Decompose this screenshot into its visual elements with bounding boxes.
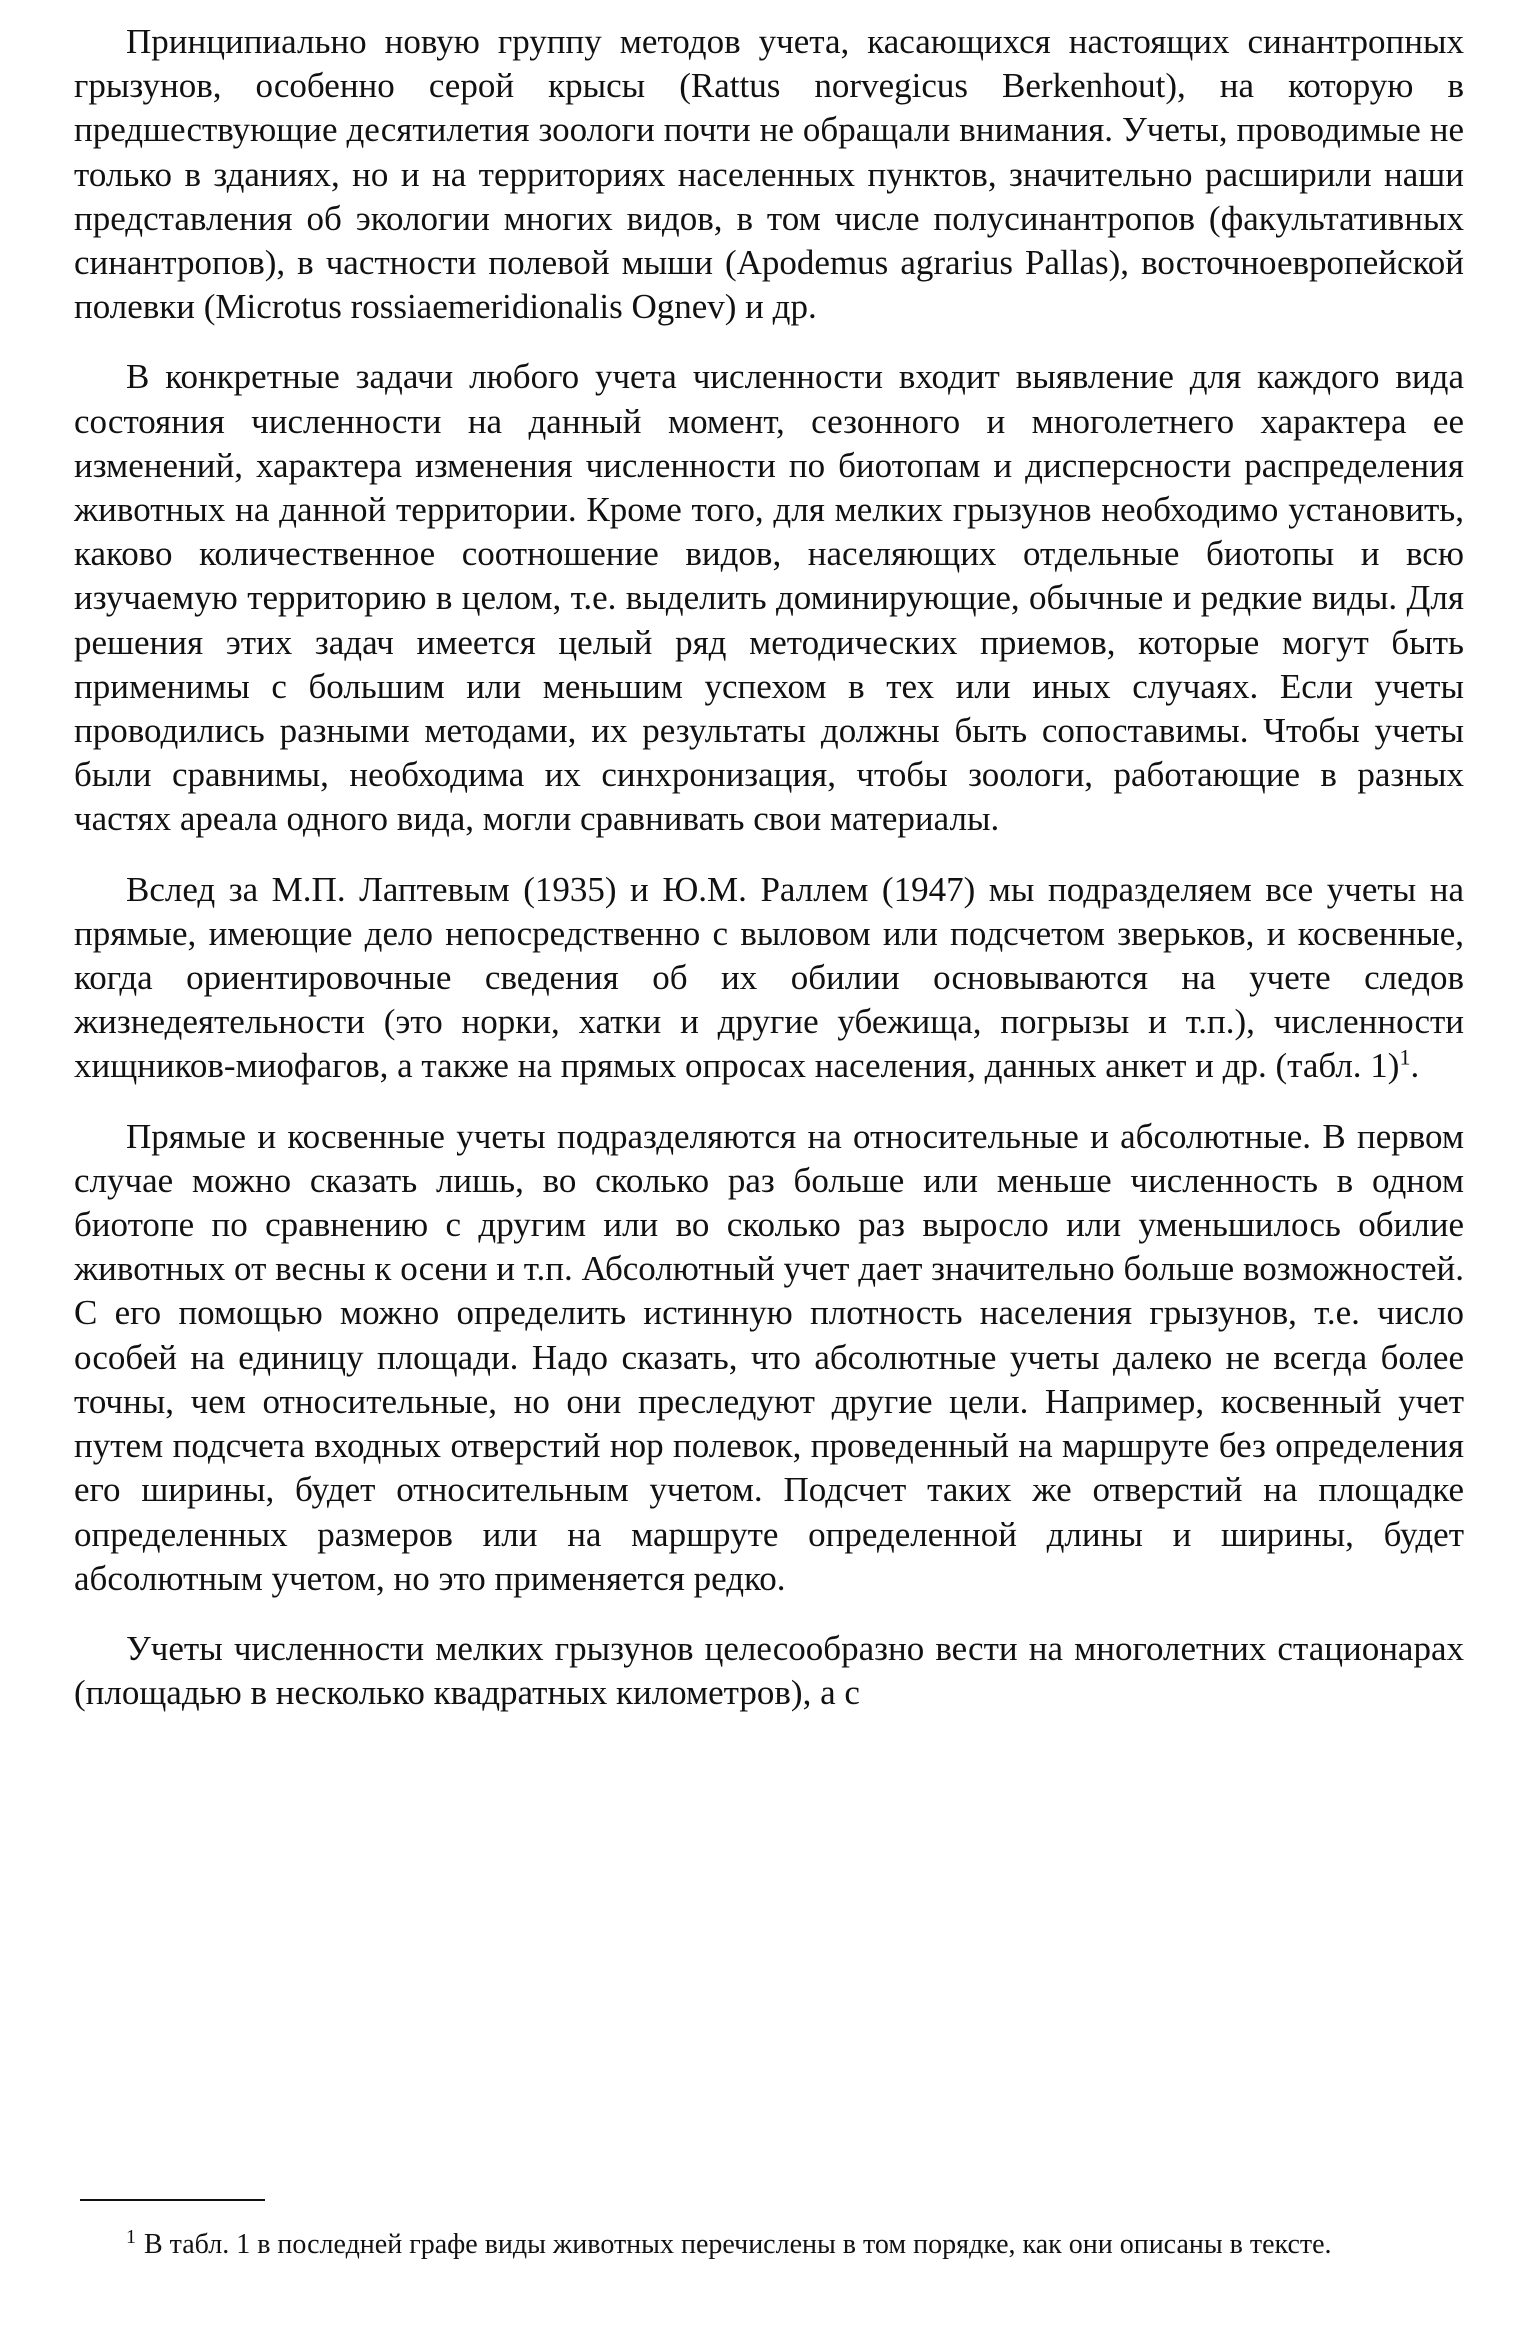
footnote-divider bbox=[80, 2199, 265, 2201]
paragraph-3-tail: . bbox=[1410, 1046, 1420, 1086]
footnote-marker: 1 bbox=[126, 2225, 136, 2248]
footnote-text: В табл. 1 в последней графе виды животных перечислены в том порядке, как они описаны в тексте. bbox=[144, 2229, 1332, 2260]
paragraph-1-text: Принципиально новую группу методов учета, касающихся настоящих синантропных грызунов, особенно серой крысы (Rattus norvegicus Berkenhout), на которую в предшествующие десятилетия зоологи почти не обращали внимания. Учеты, проводимые не только в зданиях, но и на территориях населенных пунктов, значительно расширили наши представления об экологии многих видов, в том числе полусинантропов (факультативных синантропов), в частности полевой мыши (Apodemus agrarius Pallas), восточноевропейской полевки (Microtus rossiaemeridionalis Ognev) и др. bbox=[74, 22, 1464, 327]
paragraph-2 bbox=[74, 355, 1464, 841]
page-body bbox=[74, 20, 1464, 1741]
paragraph-3-text: Вслед за М.П. Лаптевым (1935) и Ю.М. Раллем (1947) мы подразделяем все учеты на прямые, имеющие дело непосредственно с выловом или подсчетом зверьков, и косвенные, когда ориентировочные сведения об их обилии основываются на учете следов жизнедеятельности (это норки, хатки и другие убежища, погрызы и т.п.), численности хищников-миофагов, а также на прямых опросах населения, данных анкет и др. (табл. 1) bbox=[74, 869, 1464, 1086]
paragraph-1 bbox=[74, 20, 1464, 329]
paragraph-5-text: Учеты численности мелких грызунов целесообразно вести на многолетних стационарах (площадью в несколько квадратных километров), а с bbox=[74, 1628, 1464, 1713]
footnote bbox=[74, 2224, 1464, 2265]
paragraph-4 bbox=[74, 1115, 1464, 1601]
paragraph-4-text: Прямые и косвенные учеты подразделяются на относительные и абсолютные. В первом случае можно сказать лишь, во сколько раз больше или меньше численность в одном биотопе по сравнению с другим или во сколько раз выросло или уменьшилось обилие животных от весны к осени и т.п. Абсолютный учет дает значительно больше возможностей. С его помощью можно определить истинную плотность населения грызунов, т.е. число особей на единицу площади. Надо сказать, что абсолютные учеты далеко не всегда более точны, чем относительные, но они преследуют другие цели. Например, косвенный учет путем подсчета входных отверстий нор полевок, проведенный на маршруте без определения его ширины, будет относительным учетом. Подсчет таких же отверстий на площадке определенных размеров или на маршруте определенной длины и ширины, будет абсолютным учетом, но это применяется редко. bbox=[74, 1116, 1464, 1598]
footnote-reference[interactable]: 1 bbox=[1399, 1044, 1411, 1070]
paragraph-2-text: В конкретные задачи любого учета численности входит выявление для каждого вида состояния численности на данный момент, сезонного и многолетнего характера ее изменений, характера изменения численности по биотопам и дисперсности распределения животных на данной территории. Кроме того, для мелких грызунов необходимо установить, каково количественное соотношение видов, населяющих отдельные биотопы и всю изучаемую территорию в целом, т.е. выделить доминирующие, обычные и редкие виды. Для решения этих задач имеется целый ряд методических приемов, которые могут быть применимы с большим или меньшим успехом в тех или иных случаях. Если учеты проводились разными методами, их результаты должны быть сопоставимы. Чтобы учеты были сравнимы, необходима их синхронизация, чтобы зоологи, работающие в разных частях ареала одного вида, могли сравнивать свои материалы. bbox=[74, 357, 1464, 839]
paragraph-3 bbox=[74, 868, 1464, 1089]
paragraph-5 bbox=[74, 1627, 1464, 1715]
